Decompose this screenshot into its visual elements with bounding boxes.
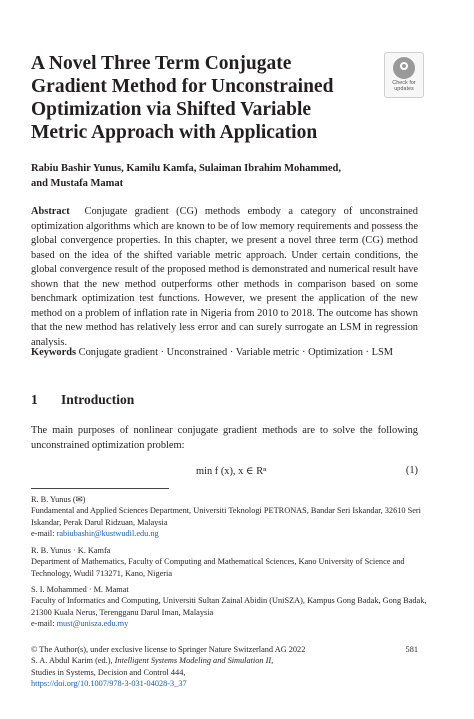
email-label: e-mail:	[31, 529, 55, 539]
author-list	[31, 161, 431, 191]
section-number: 1	[31, 392, 38, 407]
section-title: Introduction	[61, 392, 135, 407]
publication-footer	[31, 644, 418, 690]
abstract	[31, 205, 418, 350]
page-number: 581	[405, 645, 418, 654]
keywords-text: Conjugate gradient · Unconstrained · Variable metric · Optimization · LSM	[78, 347, 393, 358]
equation-expression: min f (x), x ∈ Rⁿ	[196, 466, 267, 477]
affiliation-names: R. B. Yunus · K. Kamfa	[31, 546, 111, 555]
affiliation-org: Faculty of Informatics and Computing, Universiti Sultan Zainal Abidin (UniSZA), Kampus Gong Badak, Gong Badak, 21300 Kuala Nerus, Terengganu Darul Iman, Malaysia	[31, 596, 427, 617]
keywords	[31, 346, 418, 361]
crossmark-icon	[393, 57, 415, 79]
equation-1	[31, 465, 418, 480]
section-heading	[31, 392, 134, 408]
series-line: Studies in Systems, Decision and Control 444,	[31, 667, 186, 677]
affiliation-org: Department of Mathematics, Faculty of Computing and Mathematical Sciences, Kano University of Science and Technology, Wudil 713271, Kano, Nigeria	[31, 557, 405, 578]
email-link[interactable]: rabiubashir@kustwudil.edu.ng	[56, 529, 159, 539]
paper-title: A Novel Three Term Conjugate Gradient Method for Unconstrained Optimization via Shifted Variable Metric Approach with Application	[31, 53, 334, 143]
affiliation-1	[31, 494, 431, 540]
abstract-label: Abstract	[31, 206, 70, 217]
affiliation-names: S. I. Mohammed · M. Mamat	[31, 585, 129, 594]
footnote-divider	[31, 488, 169, 489]
keywords-label: Keywords	[31, 347, 77, 358]
check-for-updates-badge[interactable]	[384, 52, 424, 98]
equation-number: (1)	[405, 465, 418, 476]
affiliation-2	[31, 545, 431, 579]
affiliation-org: Fundamental and Applied Sciences Department, Universiti Teknologi PETRONAS, Bandar Seri Iskandar, 32610 Seri Iskandar, Perak Darul Ridzuan, Malaysia	[31, 506, 421, 527]
doi-link[interactable]: https://doi.org/10.1007/978-3-031-04028-3_37	[31, 679, 187, 689]
affiliation-names: R. B. Yunus (✉)	[31, 495, 86, 504]
email-link[interactable]: must@unisza.edu.my	[56, 619, 129, 629]
badge-line2: updates	[394, 86, 414, 92]
book-title: Intelligent Systems Modeling and Simulation II,	[114, 656, 274, 666]
abstract-text: Conjugate gradient (CG) methods embody a category of unconstrained optimization algorithms which are known to be of low memory requirements and possess the global convergence properties. In this chapter, we present a novel three term (CG) method based on the idea of the shifted variable metric approach. Under certain conditions, the global convergence result of the proposed method is demonstrated and numerical result have shown that the new method outperforms other methods in comparison based on some benchmark optimization test functions. However, we present the application of the new method on a problem of inflation rate in Nigeria from 2010 to 2018. The outcome has shown that the new method has relatively less error and can surely surrogate an LSM in regression analysis.	[31, 206, 418, 348]
authors-line1: Rabiu Bashir Yunus, Kamilu Kamfa, Sulaiman Ibrahim Mohammed,	[31, 163, 342, 174]
intro-paragraph: The main purposes of nonlinear conjugate gradient methods are to solve the following unconstrained optimization problem:	[31, 425, 418, 451]
badge-line1: Check for	[392, 80, 416, 86]
affiliation-3	[31, 584, 431, 630]
editor-line: S. A. Abdul Karim (ed.),	[31, 656, 113, 666]
copyright-line: © The Author(s), under exclusive license to Springer Nature Switzerland AG 2022	[31, 645, 306, 654]
authors-line2: and Mustafa Mamat	[31, 178, 124, 189]
email-label: e-mail:	[31, 619, 55, 629]
